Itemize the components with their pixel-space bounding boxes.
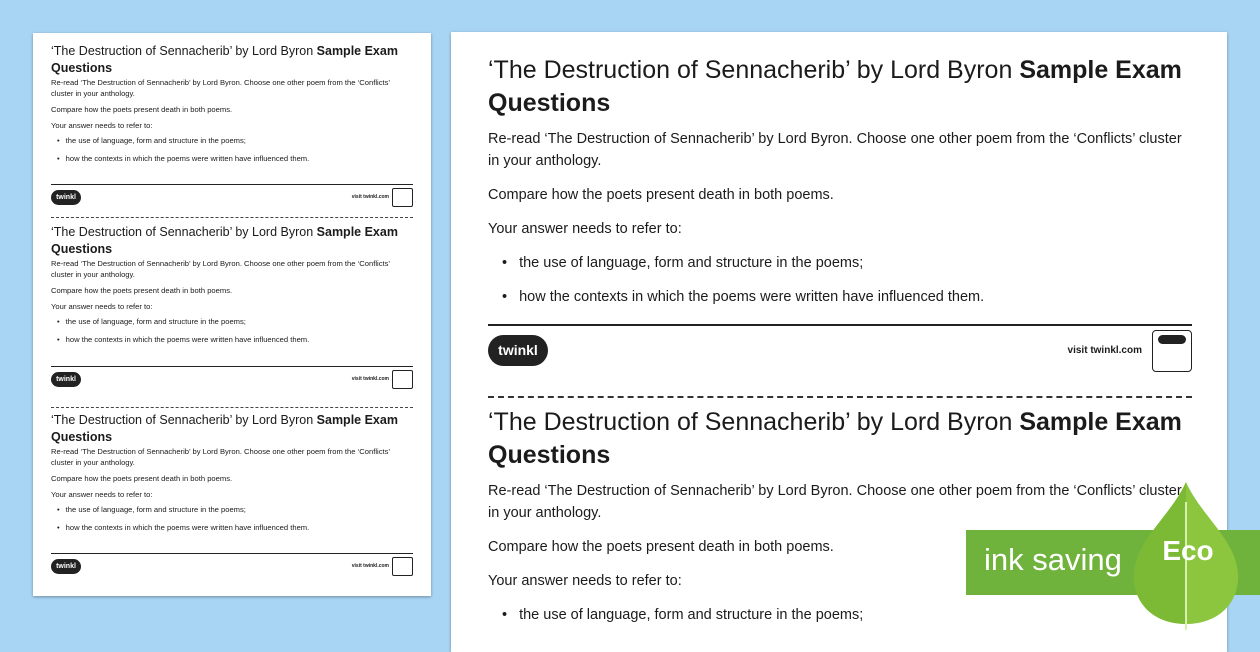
block-title: [488, 406, 1192, 472]
bullet-item: • how the contexts in which the poems were written have influenced them.: [502, 286, 1192, 308]
block-title: [51, 224, 413, 258]
page-footer: [51, 184, 413, 207]
question-block: [51, 224, 413, 353]
bullet-list: [51, 136, 413, 164]
bullet-item: • how the contexts in which the poems were written have influenced them.: [57, 335, 413, 345]
title-bold: Sample Exam Questions: [488, 56, 1182, 117]
twinkl-logo: twinkl: [51, 372, 81, 387]
task-text: Compare how the poets present death in both poems.: [488, 539, 834, 555]
title-bold: Sample Exam Questions: [51, 225, 398, 256]
eco-leaf-icon: [1128, 478, 1248, 630]
bullet-item: • the use of language, form and structure in the poems;: [502, 252, 1192, 274]
answer-intro: Your answer needs to refer to:: [488, 573, 682, 589]
visit-link[interactable]: visit twinkl.com: [351, 194, 389, 200]
bullet-item: • the use of language, form and structure in the poems;: [502, 604, 1192, 626]
bullet-list: [51, 317, 413, 345]
title-text: ‘The Destruction of Sennacherib’ by Lord Byron: [488, 408, 1020, 436]
task-text: Compare how the poets present death in both poems.: [51, 474, 233, 483]
page-footer: [51, 366, 413, 389]
cut-line: [51, 217, 413, 218]
thumbnail-page: [33, 33, 431, 596]
cut-line: [51, 407, 413, 408]
bullet-item: • the use of language, form and structure in the poems;: [57, 505, 413, 515]
instruction-text: Re-read ‘The Destruction of Sennacherib’ by Lord Byron. Choose one other poem from the ‘Conflicts’ cluster in your anthology.: [51, 259, 390, 279]
answer-intro: Your answer needs to refer to:: [51, 302, 153, 311]
bullet-item: • how the contexts in which the poems were written have influenced them.: [57, 523, 413, 533]
title-text: ‘The Destruction of Sennacherib’ by Lord Byron: [51, 413, 317, 427]
answer-intro: Your answer needs to refer to:: [51, 490, 153, 499]
task-text: Compare how the poets present death in both poems.: [51, 286, 233, 295]
instruction-text: Re-read ‘The Destruction of Sennacherib’ by Lord Byron. Choose one other poem from the ‘Conflicts’ cluster in your anthology.: [488, 483, 1182, 521]
question-block: [488, 54, 1192, 320]
eco-badge: Eco: [1162, 535, 1214, 566]
block-title: [51, 43, 413, 77]
title-text: ‘The Destruction of Sennacherib’ by Lord Byron: [51, 225, 317, 239]
title-text: ‘The Destruction of Sennacherib’ by Lord Byron: [488, 56, 1020, 84]
instruction-text: Re-read ‘The Destruction of Sennacherib’ by Lord Byron. Choose one other poem from the ‘Conflicts’ cluster in your anthology.: [488, 131, 1182, 169]
answer-intro: Your answer needs to refer to:: [51, 121, 153, 130]
task-text: Compare how the poets present death in both poems.: [51, 105, 233, 114]
question-block: [488, 406, 1192, 638]
title-text: ‘The Destruction of Sennacherib’ by Lord Byron: [51, 44, 317, 58]
quality-badge-icon: [1152, 330, 1192, 372]
twinkl-logo: twinkl: [488, 335, 548, 366]
block-title: [51, 412, 413, 446]
task-text: Compare how the poets present death in both poems.: [488, 187, 834, 203]
quality-badge-icon: [392, 557, 413, 576]
bullet-list: [488, 252, 1192, 308]
ink-saving-label: ink saving: [984, 542, 1122, 577]
page-footer: [488, 324, 1192, 376]
bullet-item: • the use of language, form and structure in the poems;: [57, 136, 413, 146]
instruction-text: Re-read ‘The Destruction of Sennacherib’ by Lord Byron. Choose one other poem from the ‘Conflicts’ cluster in your anthology.: [51, 78, 390, 98]
cut-line: [488, 396, 1192, 398]
quality-badge-icon: [392, 188, 413, 207]
block-title: [488, 54, 1192, 120]
instruction-text: Re-read ‘The Destruction of Sennacherib’ by Lord Byron. Choose one other poem from the ‘Conflicts’ cluster in your anthology.: [51, 447, 390, 467]
bullet-list: [488, 604, 1192, 626]
question-block: [51, 412, 413, 541]
bullet-list: [51, 505, 413, 533]
visit-link[interactable]: visit twinkl.com: [1067, 345, 1142, 356]
title-bold: Sample Exam Questions: [51, 44, 398, 75]
question-block: [51, 43, 413, 172]
twinkl-logo: twinkl: [51, 559, 81, 574]
bullet-item: • how the contexts in which the poems were written have influenced them.: [57, 154, 413, 164]
title-bold: Sample Exam Questions: [51, 413, 398, 444]
bullet-item: • the use of language, form and structure in the poems;: [57, 317, 413, 327]
page-footer: [51, 553, 413, 576]
twinkl-logo: twinkl: [51, 190, 81, 205]
quality-badge-icon: [392, 370, 413, 389]
visit-link[interactable]: visit twinkl.com: [351, 376, 389, 382]
answer-intro: Your answer needs to refer to:: [488, 221, 682, 237]
title-bold: Sample Exam Questions: [488, 408, 1182, 469]
visit-link[interactable]: visit twinkl.com: [351, 563, 389, 569]
